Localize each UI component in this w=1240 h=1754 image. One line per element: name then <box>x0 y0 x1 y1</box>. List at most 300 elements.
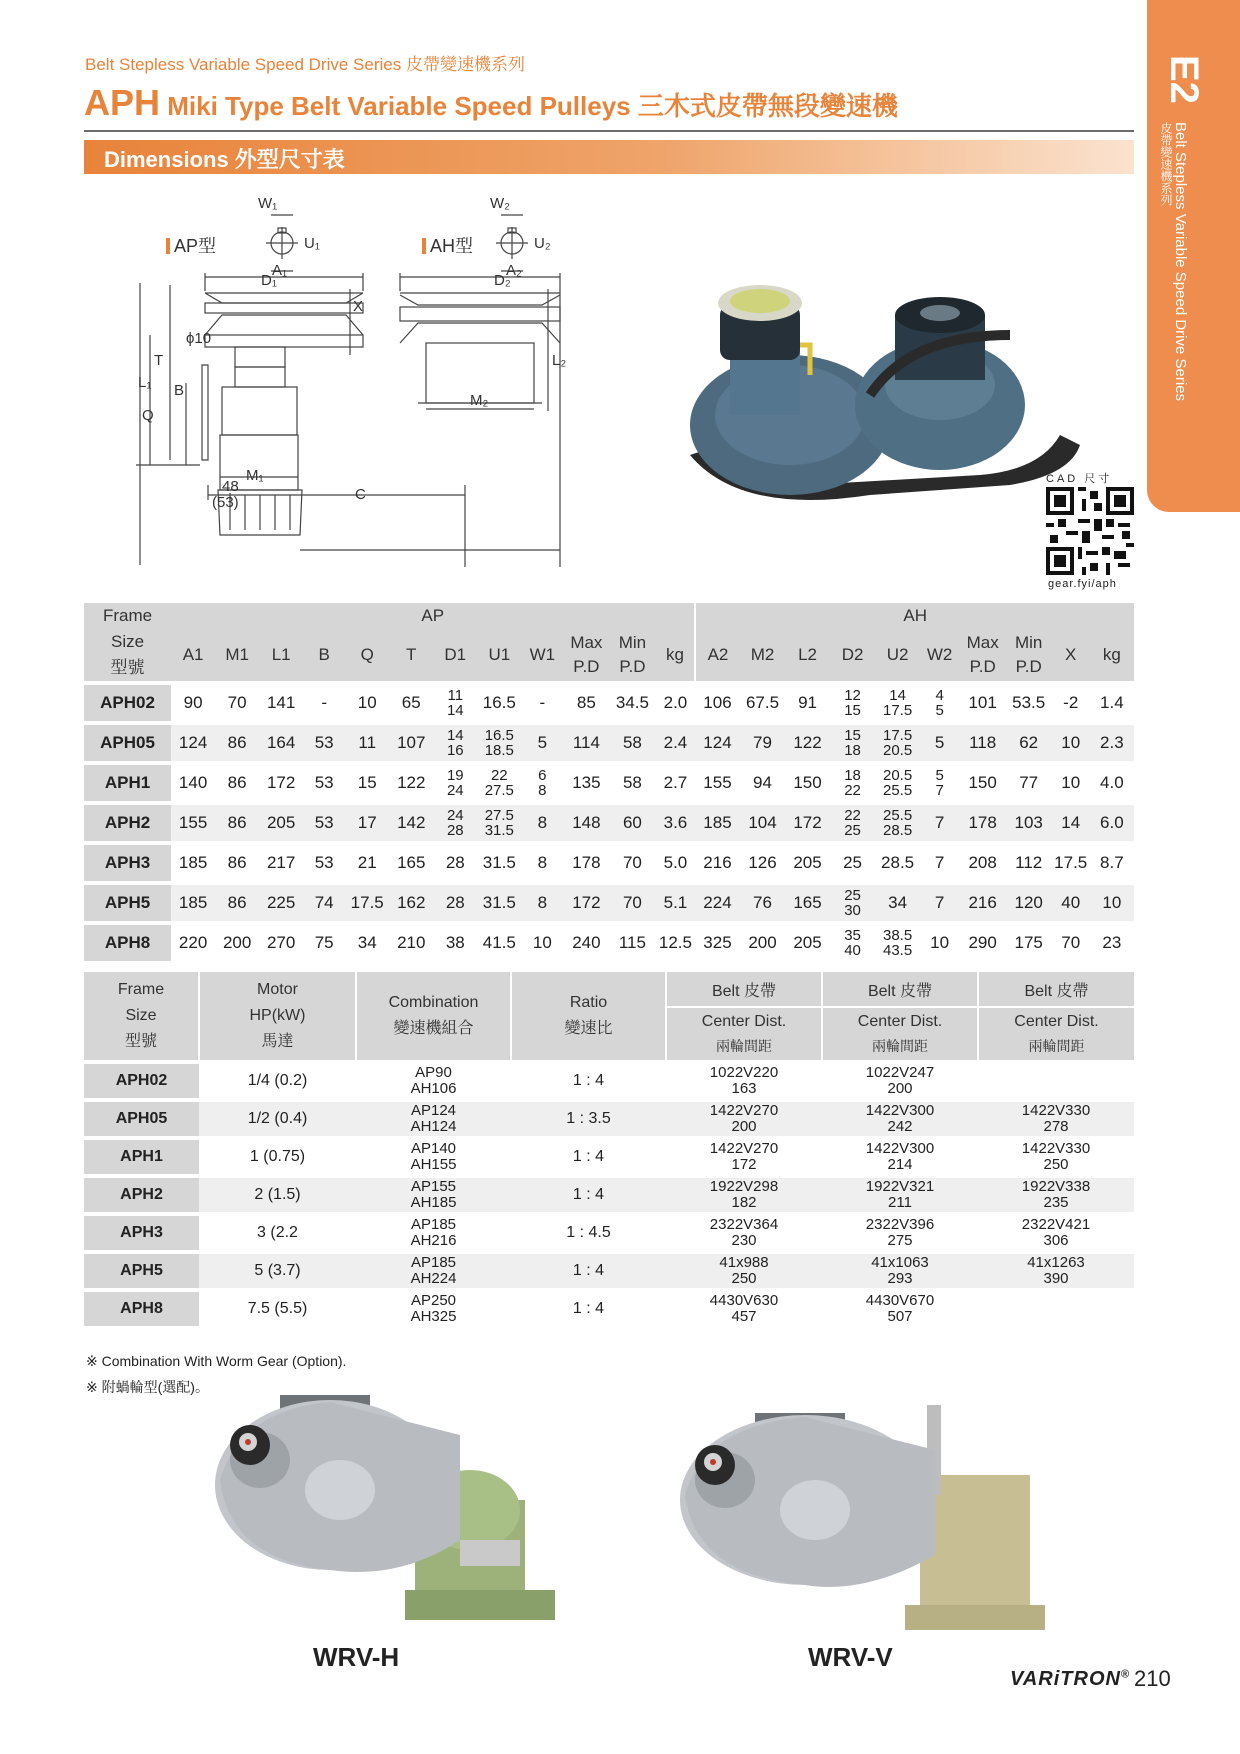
table-cell: 53.5 <box>1006 683 1052 723</box>
table-cell: 8.7 <box>1090 843 1134 883</box>
table-cell: 25 <box>830 843 876 883</box>
table-cell: 270 <box>259 923 303 961</box>
table-cell: 38.5 43.5 <box>876 923 920 961</box>
ah-type-label: AH型 <box>422 232 473 258</box>
dim-d1: D₁ <box>261 272 277 289</box>
column-header: W2 <box>920 630 960 683</box>
qr-code[interactable] <box>1046 487 1134 575</box>
column-header: L1 <box>259 630 303 683</box>
table-cell: 58 <box>609 763 655 803</box>
table-cell: 205 <box>259 803 303 843</box>
belt-center-dist-cell: 1422V330 278 <box>978 1100 1134 1138</box>
table-cell: 6.0 <box>1090 803 1134 843</box>
table-cell: 22 25 <box>830 803 876 843</box>
ratio-cell: 1 : 4 <box>511 1290 666 1326</box>
table-cell: 23 <box>1090 923 1134 961</box>
table-cell: 124 <box>171 723 215 763</box>
center-dist-header-3: Center Dist. 兩輪間距 <box>978 1007 1134 1062</box>
frame-size-cell: APH3 <box>84 843 171 883</box>
table-cell: 216 <box>695 843 739 883</box>
table-cell: 34 <box>876 883 920 923</box>
cad-label: CAD 尺寸 <box>1046 473 1113 485</box>
belt-center-dist-cell: 2322V396 275 <box>822 1214 978 1252</box>
table-cell: 21 <box>345 843 389 883</box>
note-worm-gear-en: ※ Combination With Worm Gear (Option). <box>86 1353 347 1369</box>
column-header: Max P.D <box>563 630 609 683</box>
column-header: U2 <box>876 630 920 683</box>
ratio-cell: 1 : 4.5 <box>511 1214 666 1252</box>
table-cell: 25 30 <box>830 883 876 923</box>
frame-size-cell: APH5 <box>84 1252 199 1290</box>
table-cell: 20.5 25.5 <box>876 763 920 803</box>
table-cell: 325 <box>695 923 739 961</box>
table-cell: 122 <box>389 763 433 803</box>
dim-u1: U₁ <box>304 235 320 252</box>
belt-center-dist-cell <box>978 1290 1134 1326</box>
table-cell: 60 <box>609 803 655 843</box>
table-cell: 22 27.5 <box>477 763 521 803</box>
table-cell: 11 <box>345 723 389 763</box>
table-cell: 185 <box>695 803 739 843</box>
motor-cell: 1/4 (0.2) <box>199 1062 356 1100</box>
dim-d2: D₂ <box>494 272 511 289</box>
column-header: Min P.D <box>1006 630 1052 683</box>
frame-size-cell: APH05 <box>84 1100 199 1138</box>
table-cell: 3.6 <box>655 803 695 843</box>
table-cell: 17.5 20.5 <box>876 723 920 763</box>
table-cell: 107 <box>389 723 433 763</box>
table-cell: 106 <box>695 683 739 723</box>
table-cell: 5.0 <box>655 843 695 883</box>
table-row <box>84 883 1134 923</box>
table-cell: 34.5 <box>609 683 655 723</box>
table-cell: 35 40 <box>830 923 876 961</box>
series-title: Belt Stepless Variable Speed Drive Series 皮帶變速機系列 <box>85 55 525 74</box>
table-cell: 17.5 <box>345 883 389 923</box>
table-cell: 8 <box>521 803 563 843</box>
dim-phi10: ϕ10 <box>186 330 212 347</box>
table-cell: 1.4 <box>1090 683 1134 723</box>
belt-center-dist-cell: 41x988 250 <box>666 1252 822 1290</box>
table-cell: 14 <box>1052 803 1090 843</box>
frame-size-header: Frame Size 型號 <box>84 603 171 683</box>
frame-size-cell: APH02 <box>84 683 171 723</box>
belt-center-dist-cell: 4430V630 457 <box>666 1290 822 1326</box>
table-cell: 114 <box>563 723 609 763</box>
table-cell: 18 22 <box>830 763 876 803</box>
table-cell: 17 <box>345 803 389 843</box>
table-cell: 141 <box>259 683 303 723</box>
combination-header: Combination 變速機組合 <box>356 972 511 1062</box>
table-cell: 150 <box>960 763 1006 803</box>
table-cell: 200 <box>739 923 785 961</box>
dim-l2: L₂ <box>552 352 567 369</box>
center-dist-header-1: Center Dist. 兩輪間距 <box>666 1007 822 1062</box>
table-cell: 28 <box>433 883 477 923</box>
belt-center-dist-cell: 4430V670 507 <box>822 1290 978 1326</box>
belt-center-dist-cell: 1422V300 242 <box>822 1100 978 1138</box>
table-cell: 2.7 <box>655 763 695 803</box>
table-cell: 12.5 <box>655 923 695 961</box>
table-row <box>84 723 1134 763</box>
belt-center-dist-cell: 1922V298 182 <box>666 1176 822 1214</box>
table-cell: 4.0 <box>1090 763 1134 803</box>
table-cell: 70 <box>1052 923 1090 961</box>
motor-cell: 2 (1.5) <box>199 1176 356 1214</box>
table-cell: 6 8 <box>521 763 563 803</box>
table-cell: 104 <box>739 803 785 843</box>
table-cell: 142 <box>389 803 433 843</box>
table-cell: 5 7 <box>920 763 960 803</box>
table-cell: 148 <box>563 803 609 843</box>
wrv-v-illustration <box>665 1405 1055 1640</box>
dim-a2: A₂ <box>506 262 522 279</box>
column-header: T <box>389 630 433 683</box>
table-cell: 77 <box>1006 763 1052 803</box>
frame-size-cell: APH1 <box>84 1138 199 1176</box>
ratio-cell: 1 : 4 <box>511 1138 666 1176</box>
combination-cell: AP90 AH106 <box>356 1062 511 1100</box>
combination-cell: AP185 AH224 <box>356 1252 511 1290</box>
table-cell: 75 <box>303 923 345 961</box>
table-cell: 8 <box>521 843 563 883</box>
table-cell: 185 <box>171 883 215 923</box>
motor-cell: 7.5 (5.5) <box>199 1290 356 1326</box>
frame-size-cell: APH5 <box>84 883 171 923</box>
model-wrv-h: WRV-H <box>313 1642 400 1672</box>
table-cell: 165 <box>389 843 433 883</box>
table-cell: 25.5 28.5 <box>876 803 920 843</box>
table-cell: - <box>303 683 345 723</box>
table-row <box>84 1100 1134 1138</box>
dim-w2: W₂ <box>490 195 510 212</box>
table-cell: 62 <box>1006 723 1052 763</box>
table-cell: 70 <box>609 843 655 883</box>
frame-size-cell: APH8 <box>84 1290 199 1326</box>
table-cell: 10 <box>1090 883 1134 923</box>
belt-center-dist-cell: 1022V247 200 <box>822 1062 978 1100</box>
table-cell: 74 <box>303 883 345 923</box>
table-cell: 15 <box>345 763 389 803</box>
table-cell: 24 28 <box>433 803 477 843</box>
dim-b: B <box>174 382 185 399</box>
table-row <box>84 1062 1134 1100</box>
table-row <box>84 683 1134 723</box>
table-cell: 16.5 <box>477 683 521 723</box>
belt-header-3: Belt 皮帶 <box>978 972 1134 1007</box>
column-header: B <box>303 630 345 683</box>
table-cell: 10 <box>345 683 389 723</box>
frame-size-header-2: Frame Size 型號 <box>84 972 199 1062</box>
combination-cell: AP155 AH185 <box>356 1176 511 1214</box>
table-cell: 86 <box>215 723 259 763</box>
frame-size-cell: APH2 <box>84 803 171 843</box>
dim-48: 48 <box>222 478 239 495</box>
table-cell: 2.3 <box>1090 723 1134 763</box>
table-row <box>84 1176 1134 1214</box>
table-row <box>84 1214 1134 1252</box>
table-cell: 150 <box>786 763 830 803</box>
table-cell: 86 <box>215 883 259 923</box>
table-cell: 140 <box>171 763 215 803</box>
table-cell: 290 <box>960 923 1006 961</box>
table-cell: 120 <box>1006 883 1052 923</box>
ap-type-label: AP型 <box>166 232 216 258</box>
table-cell: 85 <box>563 683 609 723</box>
dimensions-table <box>84 603 1134 961</box>
table-cell: -2 <box>1052 683 1090 723</box>
table-cell: 240 <box>563 923 609 961</box>
belt-center-dist-cell <box>978 1062 1134 1100</box>
table-cell: 58 <box>609 723 655 763</box>
dim-q: Q <box>142 407 154 424</box>
column-header: A2 <box>695 630 739 683</box>
table-cell: 155 <box>171 803 215 843</box>
table-cell: 165 <box>786 883 830 923</box>
ah-group-header: AH <box>695 603 1134 630</box>
table-cell: 53 <box>303 723 345 763</box>
table-cell: 172 <box>786 803 830 843</box>
table-cell: 5.1 <box>655 883 695 923</box>
belt-center-dist-cell: 1422V330 250 <box>978 1138 1134 1176</box>
ap-group-header: AP <box>171 603 695 630</box>
wrv-h-illustration <box>220 1390 580 1640</box>
belt-center-dist-cell: 1922V321 211 <box>822 1176 978 1214</box>
table-cell: 2.0 <box>655 683 695 723</box>
table-cell: - <box>521 683 563 723</box>
side-tab-text: Belt Stepless Variable Speed Drive Series <box>1172 122 1189 402</box>
table-cell: 225 <box>259 883 303 923</box>
table-cell: 124 <box>695 723 739 763</box>
table-row <box>84 1252 1134 1290</box>
table-cell: 10 <box>521 923 563 961</box>
title-divider <box>84 130 1134 132</box>
combination-cell: AP124 AH124 <box>356 1100 511 1138</box>
motor-cell: 3 (2.2 <box>199 1214 356 1252</box>
dim-c: C <box>355 486 366 503</box>
table-cell: 86 <box>215 843 259 883</box>
belt-center-dist-cell: 2322V421 306 <box>978 1214 1134 1252</box>
section-title: Dimensions 外型尺寸表 <box>104 147 345 172</box>
combination-cell: AP140 AH155 <box>356 1138 511 1176</box>
table-cell: 135 <box>563 763 609 803</box>
belt-center-dist-cell: 41x1063 293 <box>822 1252 978 1290</box>
table-cell: 14 17.5 <box>876 683 920 723</box>
qr-url[interactable]: gear.fyi/aph <box>1048 578 1117 590</box>
table-cell: 70 <box>215 683 259 723</box>
table-row <box>84 843 1134 883</box>
table-cell: 14 16 <box>433 723 477 763</box>
brand-logo: VARiTRON® <box>1010 1668 1131 1690</box>
dimension-drawing <box>138 195 620 570</box>
dim-53: (53) <box>212 494 239 511</box>
frame-size-cell: APH1 <box>84 763 171 803</box>
belt-center-dist-cell: 41x1263 390 <box>978 1252 1134 1290</box>
table-cell: 86 <box>215 803 259 843</box>
dim-a1: A₁ <box>272 262 288 279</box>
table-cell: 5 <box>920 723 960 763</box>
belt-center-dist-cell: 1422V300 214 <box>822 1138 978 1176</box>
belt-header-2: Belt 皮帶 <box>822 972 978 1007</box>
motor-cell: 5 (3.7) <box>199 1252 356 1290</box>
table-cell: 126 <box>739 843 785 883</box>
table-cell: 76 <box>739 883 785 923</box>
column-header: kg <box>655 630 695 683</box>
table-cell: 175 <box>1006 923 1052 961</box>
table-cell: 94 <box>739 763 785 803</box>
frame-size-cell: APH3 <box>84 1214 199 1252</box>
table-cell: 15 18 <box>830 723 876 763</box>
motor-header: Motor HP(kW) 馬達 <box>199 972 356 1062</box>
belt-center-dist-cell: 2322V364 230 <box>666 1214 822 1252</box>
belt-header-1: Belt 皮帶 <box>666 972 822 1007</box>
column-header: L2 <box>786 630 830 683</box>
table-row <box>84 803 1134 843</box>
table-cell: 217 <box>259 843 303 883</box>
table-cell: 8 <box>521 883 563 923</box>
column-header: W1 <box>521 630 563 683</box>
table-cell: 5 <box>521 723 563 763</box>
column-header: D2 <box>830 630 876 683</box>
dim-m1: M₁ <box>246 467 264 484</box>
table-cell: 79 <box>739 723 785 763</box>
column-header: M1 <box>215 630 259 683</box>
table-cell: 12 15 <box>830 683 876 723</box>
table-cell: 115 <box>609 923 655 961</box>
belt-center-dist-cell: 1922V338 235 <box>978 1176 1134 1214</box>
page-number: 210 <box>1134 1666 1171 1691</box>
table-row <box>84 923 1134 961</box>
table-cell: 38 <box>433 923 477 961</box>
product-code: APH <box>84 82 161 123</box>
dim-m2: M₂ <box>470 392 489 409</box>
dim-l1: L₁ <box>138 374 152 391</box>
belt-center-dist-cell: 1422V270 200 <box>666 1100 822 1138</box>
page-title <box>84 82 898 124</box>
column-header: D1 <box>433 630 477 683</box>
table-cell: 7 <box>920 803 960 843</box>
motor-cell: 1/2 (0.4) <box>199 1100 356 1138</box>
table-cell: 7 <box>920 843 960 883</box>
frame-size-cell: APH2 <box>84 1176 199 1214</box>
table-cell: 208 <box>960 843 1006 883</box>
column-header: M2 <box>739 630 785 683</box>
column-header: Q <box>345 630 389 683</box>
table-cell: 220 <box>171 923 215 961</box>
table-cell: 19 24 <box>433 763 477 803</box>
column-header: A1 <box>171 630 215 683</box>
side-tab-code: E2 <box>1162 55 1206 104</box>
table-cell: 53 <box>303 803 345 843</box>
ratio-cell: 1 : 4 <box>511 1252 666 1290</box>
table-cell: 118 <box>960 723 1006 763</box>
table-cell: 112 <box>1006 843 1052 883</box>
dim-x: X <box>353 298 364 315</box>
frame-size-cell: APH02 <box>84 1062 199 1100</box>
table-cell: 40 <box>1052 883 1090 923</box>
table-row <box>84 763 1134 803</box>
table-cell: 185 <box>171 843 215 883</box>
note-worm-gear-zh: ※ 附蝸輪型(選配)。 <box>86 1379 209 1395</box>
combination-cell: AP185 AH216 <box>356 1214 511 1252</box>
table-cell: 41.5 <box>477 923 521 961</box>
table-cell: 178 <box>960 803 1006 843</box>
table-cell: 210 <box>389 923 433 961</box>
center-dist-header-2: Center Dist. 兩輪間距 <box>822 1007 978 1062</box>
belt-center-dist-cell: 1422V270 172 <box>666 1138 822 1176</box>
combination-cell: AP250 AH325 <box>356 1290 511 1326</box>
table-cell: 34 <box>345 923 389 961</box>
belt-center-dist-cell: 1022V220 163 <box>666 1062 822 1100</box>
ratio-header: Ratio 變速比 <box>511 972 666 1062</box>
table-cell: 4 5 <box>920 683 960 723</box>
table-cell: 164 <box>259 723 303 763</box>
dim-t: T <box>154 352 164 369</box>
table-cell: 205 <box>786 923 830 961</box>
product-title: Miki Type Belt Variable Speed Pulleys 三木式皮帶無段變速機 <box>167 91 898 121</box>
ratio-cell: 1 : 4 <box>511 1176 666 1214</box>
table-cell: 10 <box>920 923 960 961</box>
table-cell: 90 <box>171 683 215 723</box>
ratio-cell: 1 : 4 <box>511 1062 666 1100</box>
table-cell: 86 <box>215 763 259 803</box>
frame-size-cell: APH8 <box>84 923 171 961</box>
table-cell: 178 <box>563 843 609 883</box>
table-row <box>84 1138 1134 1176</box>
table-cell: 31.5 <box>477 883 521 923</box>
table-cell: 53 <box>303 763 345 803</box>
table-cell: 122 <box>786 723 830 763</box>
column-header: kg <box>1090 630 1134 683</box>
table-cell: 16.5 18.5 <box>477 723 521 763</box>
table-cell: 205 <box>786 843 830 883</box>
frame-size-cell: APH05 <box>84 723 171 763</box>
table-cell: 70 <box>609 883 655 923</box>
table-cell: 28.5 <box>876 843 920 883</box>
dim-u2: U₂ <box>534 235 551 252</box>
table-cell: 155 <box>695 763 739 803</box>
table-row <box>84 1290 1134 1326</box>
table-cell: 91 <box>786 683 830 723</box>
table-cell: 224 <box>695 883 739 923</box>
table-cell: 10 <box>1052 763 1090 803</box>
table-cell: 27.5 31.5 <box>477 803 521 843</box>
table-cell: 53 <box>303 843 345 883</box>
side-tab-text-zh: 皮帶變速機系列 <box>1159 122 1173 206</box>
table-cell: 172 <box>259 763 303 803</box>
table-cell: 31.5 <box>477 843 521 883</box>
dim-w1: W₁ <box>258 195 278 212</box>
table-cell: 65 <box>389 683 433 723</box>
table-cell: 28 <box>433 843 477 883</box>
model-wrv-v: WRV-V <box>808 1642 893 1672</box>
table-cell: 103 <box>1006 803 1052 843</box>
column-header: Max P.D <box>960 630 1006 683</box>
table-cell: 162 <box>389 883 433 923</box>
column-header: U1 <box>477 630 521 683</box>
combination-table <box>84 972 1134 1326</box>
table-cell: 67.5 <box>739 683 785 723</box>
table-cell: 7 <box>920 883 960 923</box>
column-header: X <box>1052 630 1090 683</box>
table-cell: 17.5 <box>1052 843 1090 883</box>
table-cell: 101 <box>960 683 1006 723</box>
table-cell: 200 <box>215 923 259 961</box>
table-cell: 2.4 <box>655 723 695 763</box>
table-cell: 11 14 <box>433 683 477 723</box>
column-header: Min P.D <box>609 630 655 683</box>
table-cell: 216 <box>960 883 1006 923</box>
